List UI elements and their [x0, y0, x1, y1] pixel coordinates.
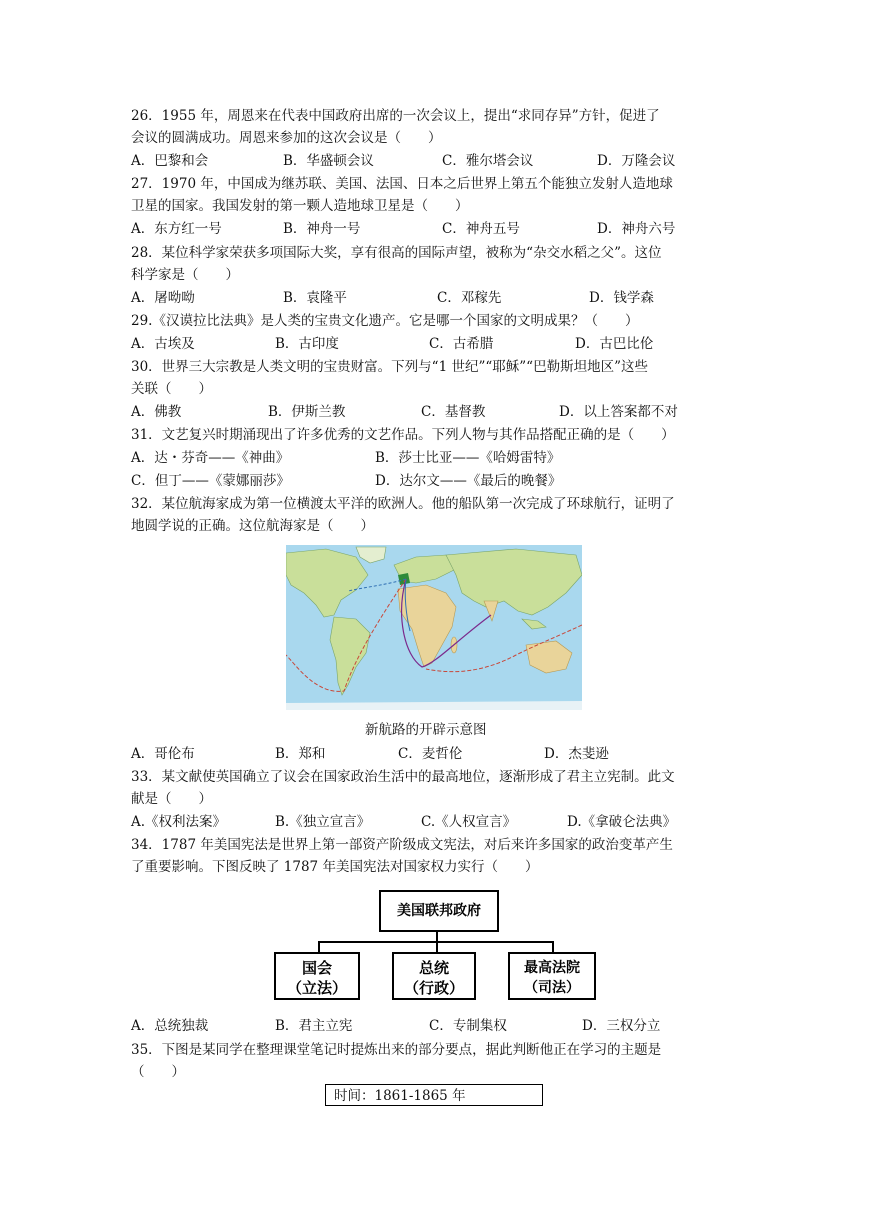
q34-stem-line1: 34．1787 年美国宪法是世界上第一部资产阶级成文宪法，对后来许多国家的政治变革产生	[131, 837, 673, 853]
note-time-box: 时间：1861-1865 年	[325, 1084, 543, 1106]
q28-option-c[interactable]: C．邓稼先	[437, 290, 502, 306]
diagram-connector-left	[318, 941, 320, 952]
diagram-president-name: 总统	[418, 959, 449, 977]
diagram-congress-name: 国会	[301, 959, 332, 977]
q27-stem-line2: 卫星的国家。我国发射的第一颗人造地球卫星是（ ）	[131, 198, 469, 214]
q31-option-b[interactable]: B．莎士比亚——《哈姆雷特》	[375, 450, 561, 466]
q28-stem-line1: 28．某位科学家荣获多项国际大奖，享有很高的国际声望，被称为“杂交水稻之父”。这位	[131, 245, 662, 261]
q30-stem-line2: 关联（ ）	[131, 381, 212, 397]
diagram-supreme-court-box	[508, 952, 596, 1000]
q33-option-c[interactable]: C.《人权宣言》	[421, 814, 517, 830]
diagram-top-box: 美国联邦政府	[379, 890, 499, 932]
q34-option-c[interactable]: C．专制集权	[429, 1018, 507, 1034]
q26-option-c[interactable]: C．雅尔塔会议	[442, 153, 534, 169]
q26-option-d[interactable]: D．万隆会议	[597, 153, 676, 169]
q27-stem-line1: 27．1970 年，中国成为继苏联、美国、法国、日本之后世界上第五个能独立发射人造地球	[131, 176, 673, 192]
q33-stem-line1: 33．某文献使英国确立了议会在国家政治生活中的最高地位，逐渐形成了君主立宪制。此文	[131, 769, 675, 785]
diagram-supreme-court-name: 最高法院	[524, 960, 580, 976]
q32-option-d[interactable]: D．杰斐逊	[544, 746, 609, 762]
q29-stem-line1: 29.《汉谟拉比法典》是人类的宝贵文化遗产。它是哪一个国家的文明成果？（ ）	[131, 313, 639, 329]
q29-option-b[interactable]: B．古印度	[275, 336, 339, 352]
diagram-connector-middle	[436, 941, 438, 952]
q30-option-c[interactable]: C．基督教	[421, 404, 486, 420]
q28-option-a[interactable]: A．屠呦呦	[131, 290, 195, 306]
q32-option-a[interactable]: A．哥伦布	[131, 746, 195, 762]
q30-stem-line1: 30．世界三大宗教是人类文明的宝贵财富。下列与“1 世纪”“耶稣”“巴勒斯坦地区”这些	[131, 359, 648, 375]
q29-option-c[interactable]: C．古希腊	[429, 336, 494, 352]
q26-option-b[interactable]: B．华盛顿会议	[283, 153, 374, 169]
q30-option-b[interactable]: B．伊斯兰教	[268, 404, 346, 420]
q26-stem-line2: 会议的圆满成功。周恩来参加的这次会议是（ ）	[131, 130, 442, 146]
q28-option-d[interactable]: D．钱学森	[589, 290, 654, 306]
new-sea-routes-map	[286, 545, 582, 710]
q31-option-d[interactable]: D．达尔文——《最后的晚餐》	[375, 473, 562, 489]
q32-stem-line1: 32．某位航海家成为第一位横渡太平洋的欧洲人。他的船队第一次完成了环球航行，证明了	[131, 496, 675, 512]
q29-option-d[interactable]: D．古巴比伦	[575, 336, 654, 352]
q33-option-a[interactable]: A.《权利法案》	[131, 814, 227, 830]
q33-stem-line2: 献是（ ）	[131, 791, 212, 807]
q31-stem-line1: 31．文艺复兴时期涌现出了许多优秀的文艺作品。下列人物与其作品搭配正确的是（ ）	[131, 427, 675, 443]
q31-option-a[interactable]: A．达・芬奇——《神曲》	[131, 450, 290, 466]
q28-stem-line2: 科学家是（ ）	[131, 267, 239, 283]
q31-option-c[interactable]: C．但丁——《蒙娜丽莎》	[131, 473, 290, 489]
q35-stem-line2: （ ）	[131, 1064, 185, 1080]
map-caption: 新航路的开辟示意图	[365, 722, 487, 738]
q29-option-a[interactable]: A．古埃及	[131, 336, 195, 352]
q34-option-a[interactable]: A．总统独裁	[131, 1018, 209, 1034]
map-iberia	[398, 573, 410, 585]
q33-option-d[interactable]: D.《拿破仑法典》	[567, 814, 677, 830]
q34-stem-line2: 了重要影响。下图反映了 1787 年美国宪法对国家权力实行（ ）	[131, 859, 539, 875]
q27-option-b[interactable]: B．神舟一号	[283, 221, 361, 237]
diagram-president-box	[392, 952, 476, 1000]
q33-option-b[interactable]: B.《独立宣言》	[275, 814, 371, 830]
diagram-connector-right	[552, 941, 554, 952]
q35-stem-line1: 35．下图是某同学在整理课堂笔记时提炼出来的部分要点，据此判断他正在学习的主题是	[131, 1042, 662, 1058]
q34-option-b[interactable]: B．君主立宪	[275, 1018, 353, 1034]
q26-stem-line1: 26．1955 年，周恩来在代表中国政府出席的一次会议上，提出“求同存异”方针，促进了	[131, 108, 660, 124]
q26-option-a[interactable]: A．巴黎和会	[131, 153, 209, 169]
diagram-congress-box	[274, 952, 360, 1000]
q27-option-a[interactable]: A．东方红一号	[131, 221, 222, 237]
q27-option-d[interactable]: D．神舟六号	[597, 221, 676, 237]
q30-option-a[interactable]: A．佛教	[131, 404, 182, 420]
q30-option-d[interactable]: D．以上答案都不对	[559, 404, 678, 420]
q27-option-c[interactable]: C．神舟五号	[442, 221, 520, 237]
diagram-congress-role: （立法）	[286, 979, 347, 997]
q32-stem-line2: 地圆学说的正确。这位航海家是（ ）	[131, 518, 374, 534]
diagram-supreme-court-role: （司法）	[524, 980, 580, 996]
q34-option-d[interactable]: D．三权分立	[582, 1018, 661, 1034]
diagram-president-role: （行政）	[403, 979, 464, 997]
q28-option-b[interactable]: B．袁隆平	[283, 290, 347, 306]
q32-option-c[interactable]: C．麦哲伦	[398, 746, 463, 762]
q32-option-b[interactable]: B．郑和	[275, 746, 326, 762]
